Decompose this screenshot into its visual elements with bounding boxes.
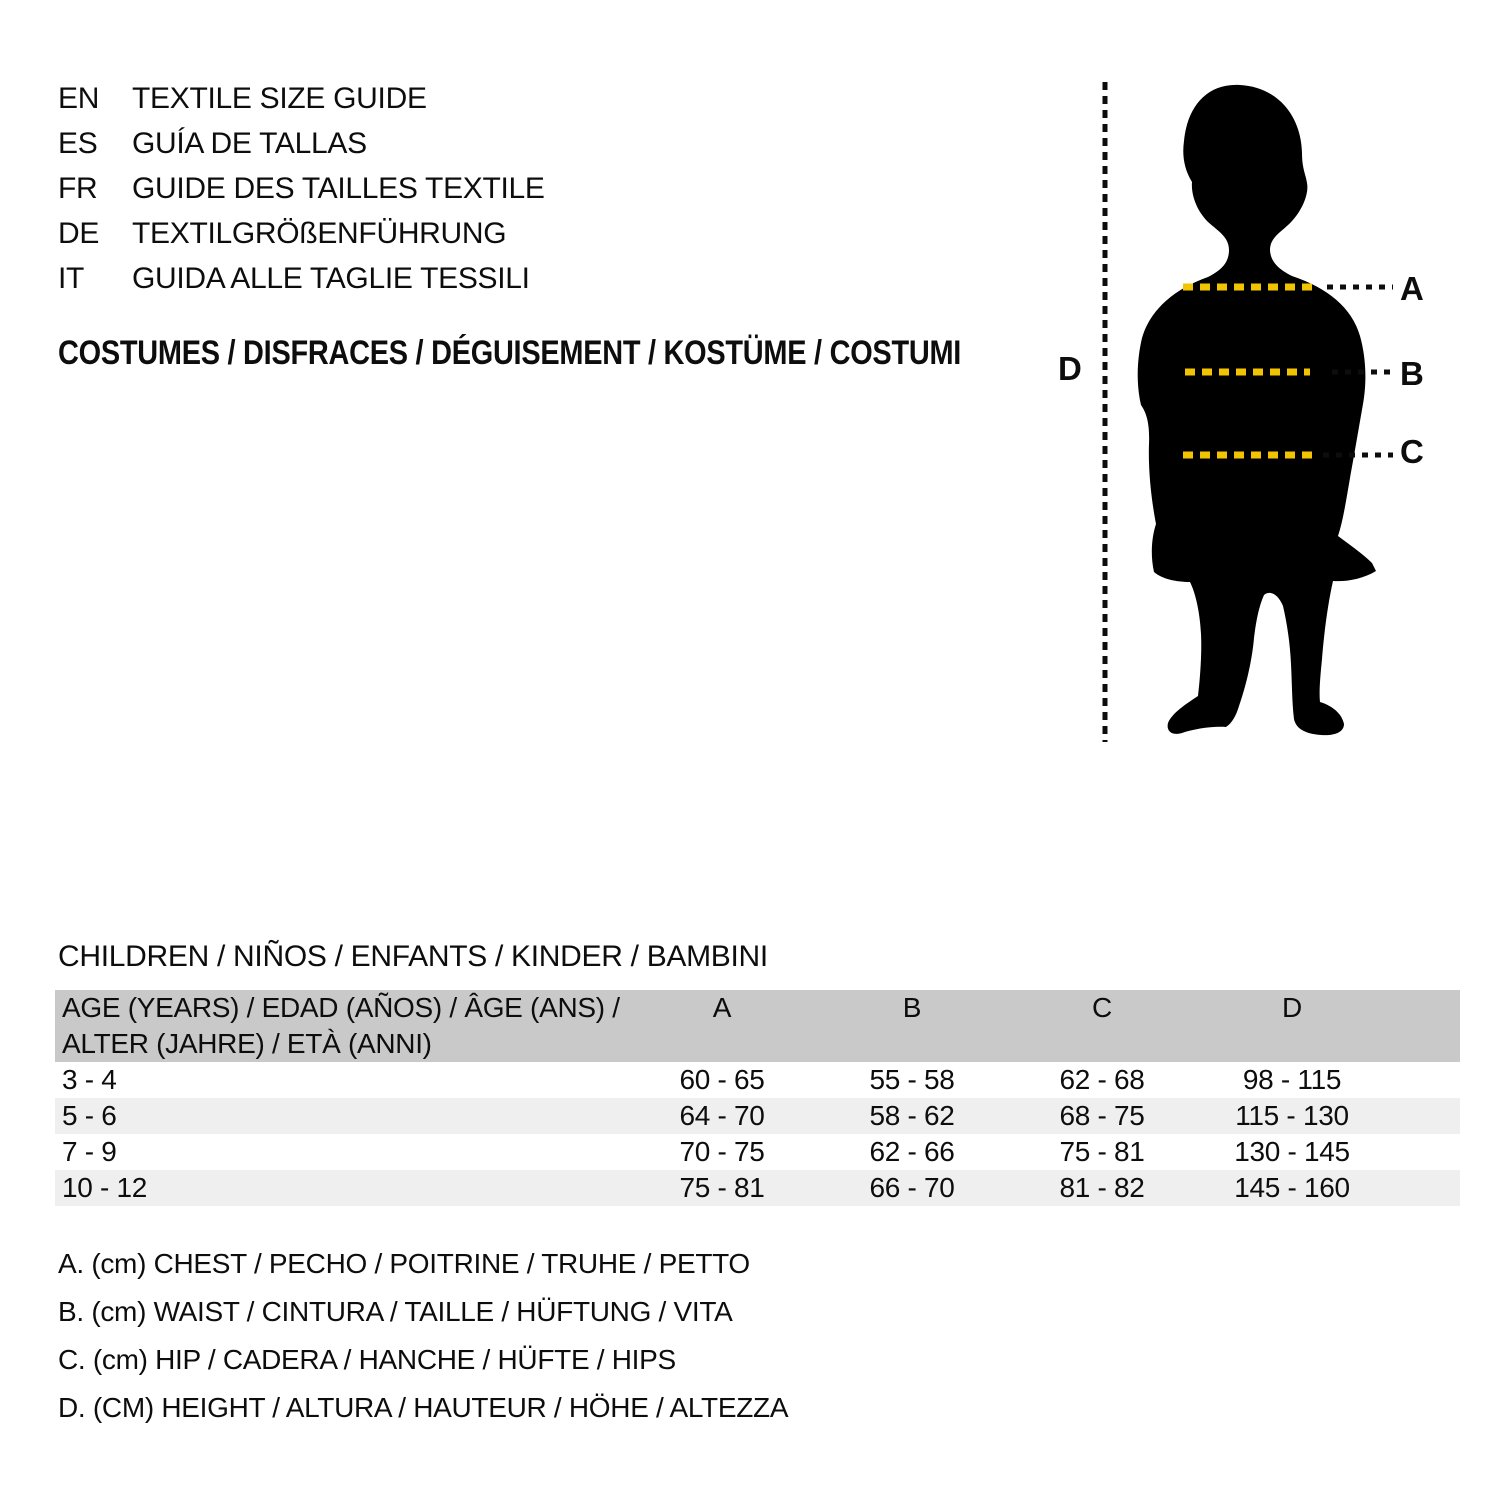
chest-cell: 64 - 70 (679, 1100, 765, 1131)
language-code: IT (58, 262, 85, 295)
table-row (55, 1098, 1460, 1134)
language-label: GUIDE DES TAILLES TEXTILE (132, 172, 545, 205)
category-title: COSTUMES / DISFRACES / DÉGUISEMENT / KOSTÜME / COSTUMI (58, 334, 962, 372)
table-row (55, 1170, 1460, 1206)
waist-cell: 58 - 62 (869, 1100, 955, 1131)
measurement-figure (1095, 75, 1405, 745)
table-row (55, 1062, 1460, 1098)
age-header-line2: ALTER (JAHRE) / ETÀ (ANNI) (62, 1028, 432, 1059)
legend-chest: A. (cm) CHEST / PECHO / POITRINE / TRUHE / PETTO (58, 1248, 750, 1279)
hip-label: C (1400, 433, 1424, 470)
language-row-en (58, 76, 545, 121)
language-code: ES (58, 127, 98, 160)
size-table (55, 990, 1460, 1206)
height-label: D (1058, 350, 1082, 387)
table-header-row (55, 990, 1460, 1062)
chest-label: A (1400, 270, 1424, 307)
language-row-it (58, 256, 545, 301)
language-label: GUÍA DE TALLAS (132, 127, 367, 160)
legend-hip: C. (cm) HIP / CADERA / HANCHE / HÜFTE / HIPS (58, 1344, 676, 1375)
legend-height: D. (CM) HEIGHT / ALTURA / HAUTEUR / HÖHE / ALTEZZA (58, 1392, 789, 1423)
chest-cell: 70 - 75 (679, 1136, 765, 1167)
section-title-children: CHILDREN / NIÑOS / ENFANTS / KINDER / BAMBINI (58, 940, 768, 973)
waist-label: B (1400, 355, 1424, 392)
language-list (58, 76, 545, 301)
waist-cell: 62 - 66 (869, 1136, 955, 1167)
table-row (55, 1134, 1460, 1170)
age-cell: 3 - 4 (62, 1064, 117, 1095)
language-label: TEXTILE SIZE GUIDE (132, 82, 427, 115)
age-cell: 5 - 6 (62, 1100, 117, 1131)
hip-cell: 75 - 81 (1059, 1136, 1145, 1167)
height-cell: 130 - 145 (1234, 1136, 1350, 1167)
column-header-c: C (1092, 992, 1112, 1023)
language-code: EN (58, 82, 100, 115)
column-header-d: D (1282, 992, 1302, 1023)
measurement-legend (58, 1240, 788, 1432)
language-code: DE (58, 217, 100, 250)
hip-cell: 68 - 75 (1059, 1100, 1145, 1131)
height-cell: 98 - 115 (1242, 1064, 1342, 1095)
hip-cell: 62 - 68 (1059, 1064, 1145, 1095)
age-column-header (55, 990, 627, 1062)
hip-cell: 81 - 82 (1059, 1172, 1145, 1203)
age-header-line1: AGE (YEARS) / EDAD (AÑOS) / ÂGE (ANS) / (62, 992, 620, 1023)
language-label: TEXTILGRÖßENFÜHRUNG (132, 217, 507, 250)
child-silhouette (1138, 85, 1376, 735)
language-row-de (58, 211, 545, 256)
age-cell: 7 - 9 (62, 1136, 117, 1167)
height-cell: 115 - 130 (1235, 1100, 1349, 1131)
waist-cell: 66 - 70 (869, 1172, 955, 1203)
chest-cell: 75 - 81 (679, 1172, 765, 1203)
column-header-a: A (712, 992, 732, 1023)
waist-cell: 55 - 58 (869, 1064, 955, 1095)
language-label: GUIDA ALLE TAGLIE TESSILI (132, 262, 530, 295)
language-row-fr (58, 166, 545, 211)
height-cell: 145 - 160 (1234, 1172, 1350, 1203)
language-code: FR (58, 172, 98, 205)
age-cell: 10 - 12 (62, 1172, 148, 1203)
chest-cell: 60 - 65 (679, 1064, 765, 1095)
column-header-b: B (902, 992, 922, 1023)
legend-waist: B. (cm) WAIST / CINTURA / TAILLE / HÜFTUNG / VITA (58, 1296, 733, 1327)
language-row-es (58, 121, 545, 166)
